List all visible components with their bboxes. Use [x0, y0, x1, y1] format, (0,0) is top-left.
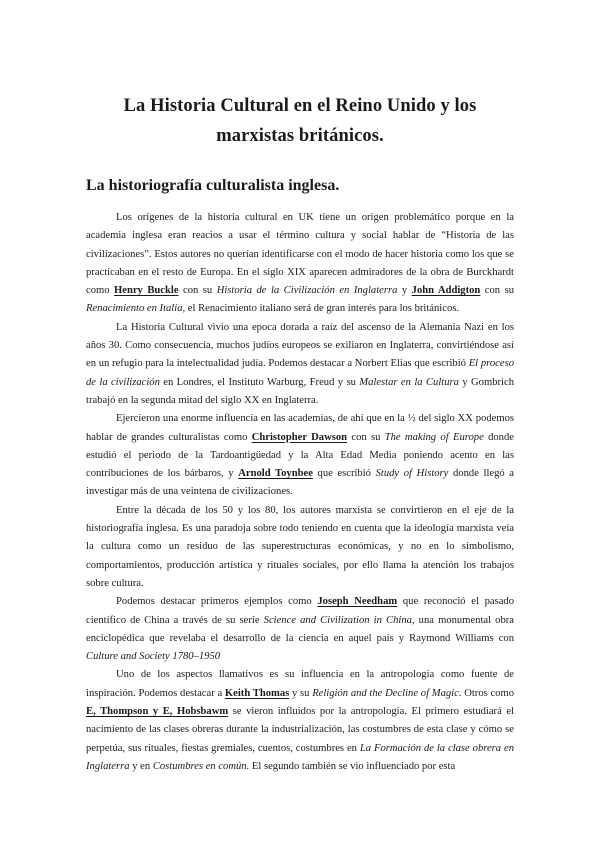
book-title: El proceso de la civilización — [86, 358, 514, 388]
text-run: en Londres, el Instituto Warburg, Freud y su — [159, 376, 360, 388]
text-run: donde estudió el periodo de la Tardoantigüedad y la Alta Edad Media poniendo acento en las contribuciones de los bárbaros, y — [86, 431, 514, 480]
author-keith-thomas: Keith Thomas — [224, 687, 290, 699]
text-run: con su — [178, 285, 217, 297]
title-line-1: La Historia Cultural en el Reino Unido y los — [123, 96, 477, 116]
text-run: . Otros como — [458, 687, 515, 699]
book-title: Historia de la Civilización en Inglaterra — [216, 285, 398, 297]
author-christopher-dawson: Christopher Dawson — [251, 431, 348, 443]
book-title: Study of History — [375, 468, 449, 480]
text-run: y Gombrich trabajó en la segunda mitad del siglo XX en Inglaterra. — [86, 376, 514, 406]
text-run: El segundo también se vio influenciado por esta — [249, 760, 456, 772]
book-title: Costumbres en común. — [152, 760, 250, 772]
text-run: que escribió — [312, 468, 376, 480]
text-run: Ejercieron una enorme influencia en las academias, de ahí que en la ½ del siglo XX podemos hablar de grandes culturalistas como — [86, 413, 514, 443]
book-title: Religión and the Decline of Magic — [312, 687, 459, 699]
text-run: y — [397, 285, 412, 297]
paragraph-6 — [86, 666, 514, 776]
book-title: Malestar en la Cultura — [359, 376, 459, 388]
text-run: donde llegó a investigar más de una veintena de civilizaciones. — [86, 468, 515, 498]
page-title — [86, 0, 514, 151]
text-run: Entre la década de los 50 y los 80, los autores marxista se convirtieron en el eje de la historiografía inglesa. Es una paradoja sobre todo teniendo en cuenta que la ideología marxista veía la cultura como un residuo de las superestructuras económicas, y no en lo simbolismo, comportamientos, producción artística y rituales sociales, por ello llama la atención los trabajos sobre cultura. — [86, 504, 514, 589]
book-title: Culture and Society 1780–1950 — [86, 651, 221, 663]
text-run: el Renacimiento italiano será de gran interés para los británicos. — [185, 303, 460, 315]
paragraph-5 — [86, 593, 514, 666]
author-thompson-hobsbawm: E, Thompson y E, Hobsbawm — [86, 706, 229, 718]
text-run: y su — [289, 687, 313, 699]
text-run: Uno de los aspectos llamativos es su influencia en la antropología como fuente de inspiración. Podemos destacar a — [86, 669, 514, 699]
text-run: La Historia Cultural vivio una epoca dorada a raíz del ascenso de la Alemania Nazi en los años 30. Como consecuencia, muchos judíos europeos se exiliaron en Inglaterra, convirtiéndose así en un refugio para la intelectualidad judía. Podemos destacar a Norbert Elias que escribió — [86, 321, 514, 370]
text-run: se vieron influidos por la antropología. El primero estudiará el nacimiento de las clases obreras durante la industrialización, las costumbres de esta clase y cómo se perpetúa, sus rituales, fiestas gremiales, cuentos, costumbres en — [86, 706, 514, 754]
book-title: La Formación de la clase obrera en Inglaterra — [86, 742, 515, 772]
text-run: , una monumental obra enciclopédica que revelaba el desarrollo de la ciencia en aquel país y Raymond Williams con — [86, 614, 514, 644]
paragraph-4 — [86, 502, 514, 593]
author-john-addigton: John Addigton — [411, 285, 481, 297]
author-joseph-needham: Joseph Needham — [317, 596, 398, 608]
paragraph-2 — [86, 319, 514, 410]
text-run: Podemos destacar primeros ejemplos como — [116, 596, 318, 608]
book-title: The making of Europe — [384, 431, 484, 443]
text-run: que reconoció el pasado científico de China a través de su serie — [86, 596, 515, 626]
text-run: con su — [347, 431, 385, 443]
book-title: Renacimiento en Italia, — [86, 303, 186, 315]
book-title: Science and Civilization in China — [263, 614, 412, 626]
text-run: Los orígenes de la historia cultural en UK tiene un origen problemático porque en la academia inglesa eran reacios a usar el término cultura y social hablar de “Historia de las civilizaciones”. Estos autores no querían identificarse con el modo de hacer historia como los que se practicaban en el resto de Europa. En el siglo XIX aparecen admiradores de la obra de Burckhardt como — [86, 212, 514, 297]
paragraph-1 — [86, 209, 514, 319]
author-arnold-toynbee: Arnold Toynbee — [238, 468, 313, 480]
paragraph-3 — [86, 410, 514, 501]
title-line-2: marxistas británicos. — [216, 126, 384, 146]
text-run: con su — [480, 285, 514, 297]
section-heading: La historiografía culturalista inglesa. — [86, 177, 340, 194]
text-run: y en — [129, 760, 153, 772]
author-henry-buckle: Henry Buckle — [114, 285, 179, 297]
